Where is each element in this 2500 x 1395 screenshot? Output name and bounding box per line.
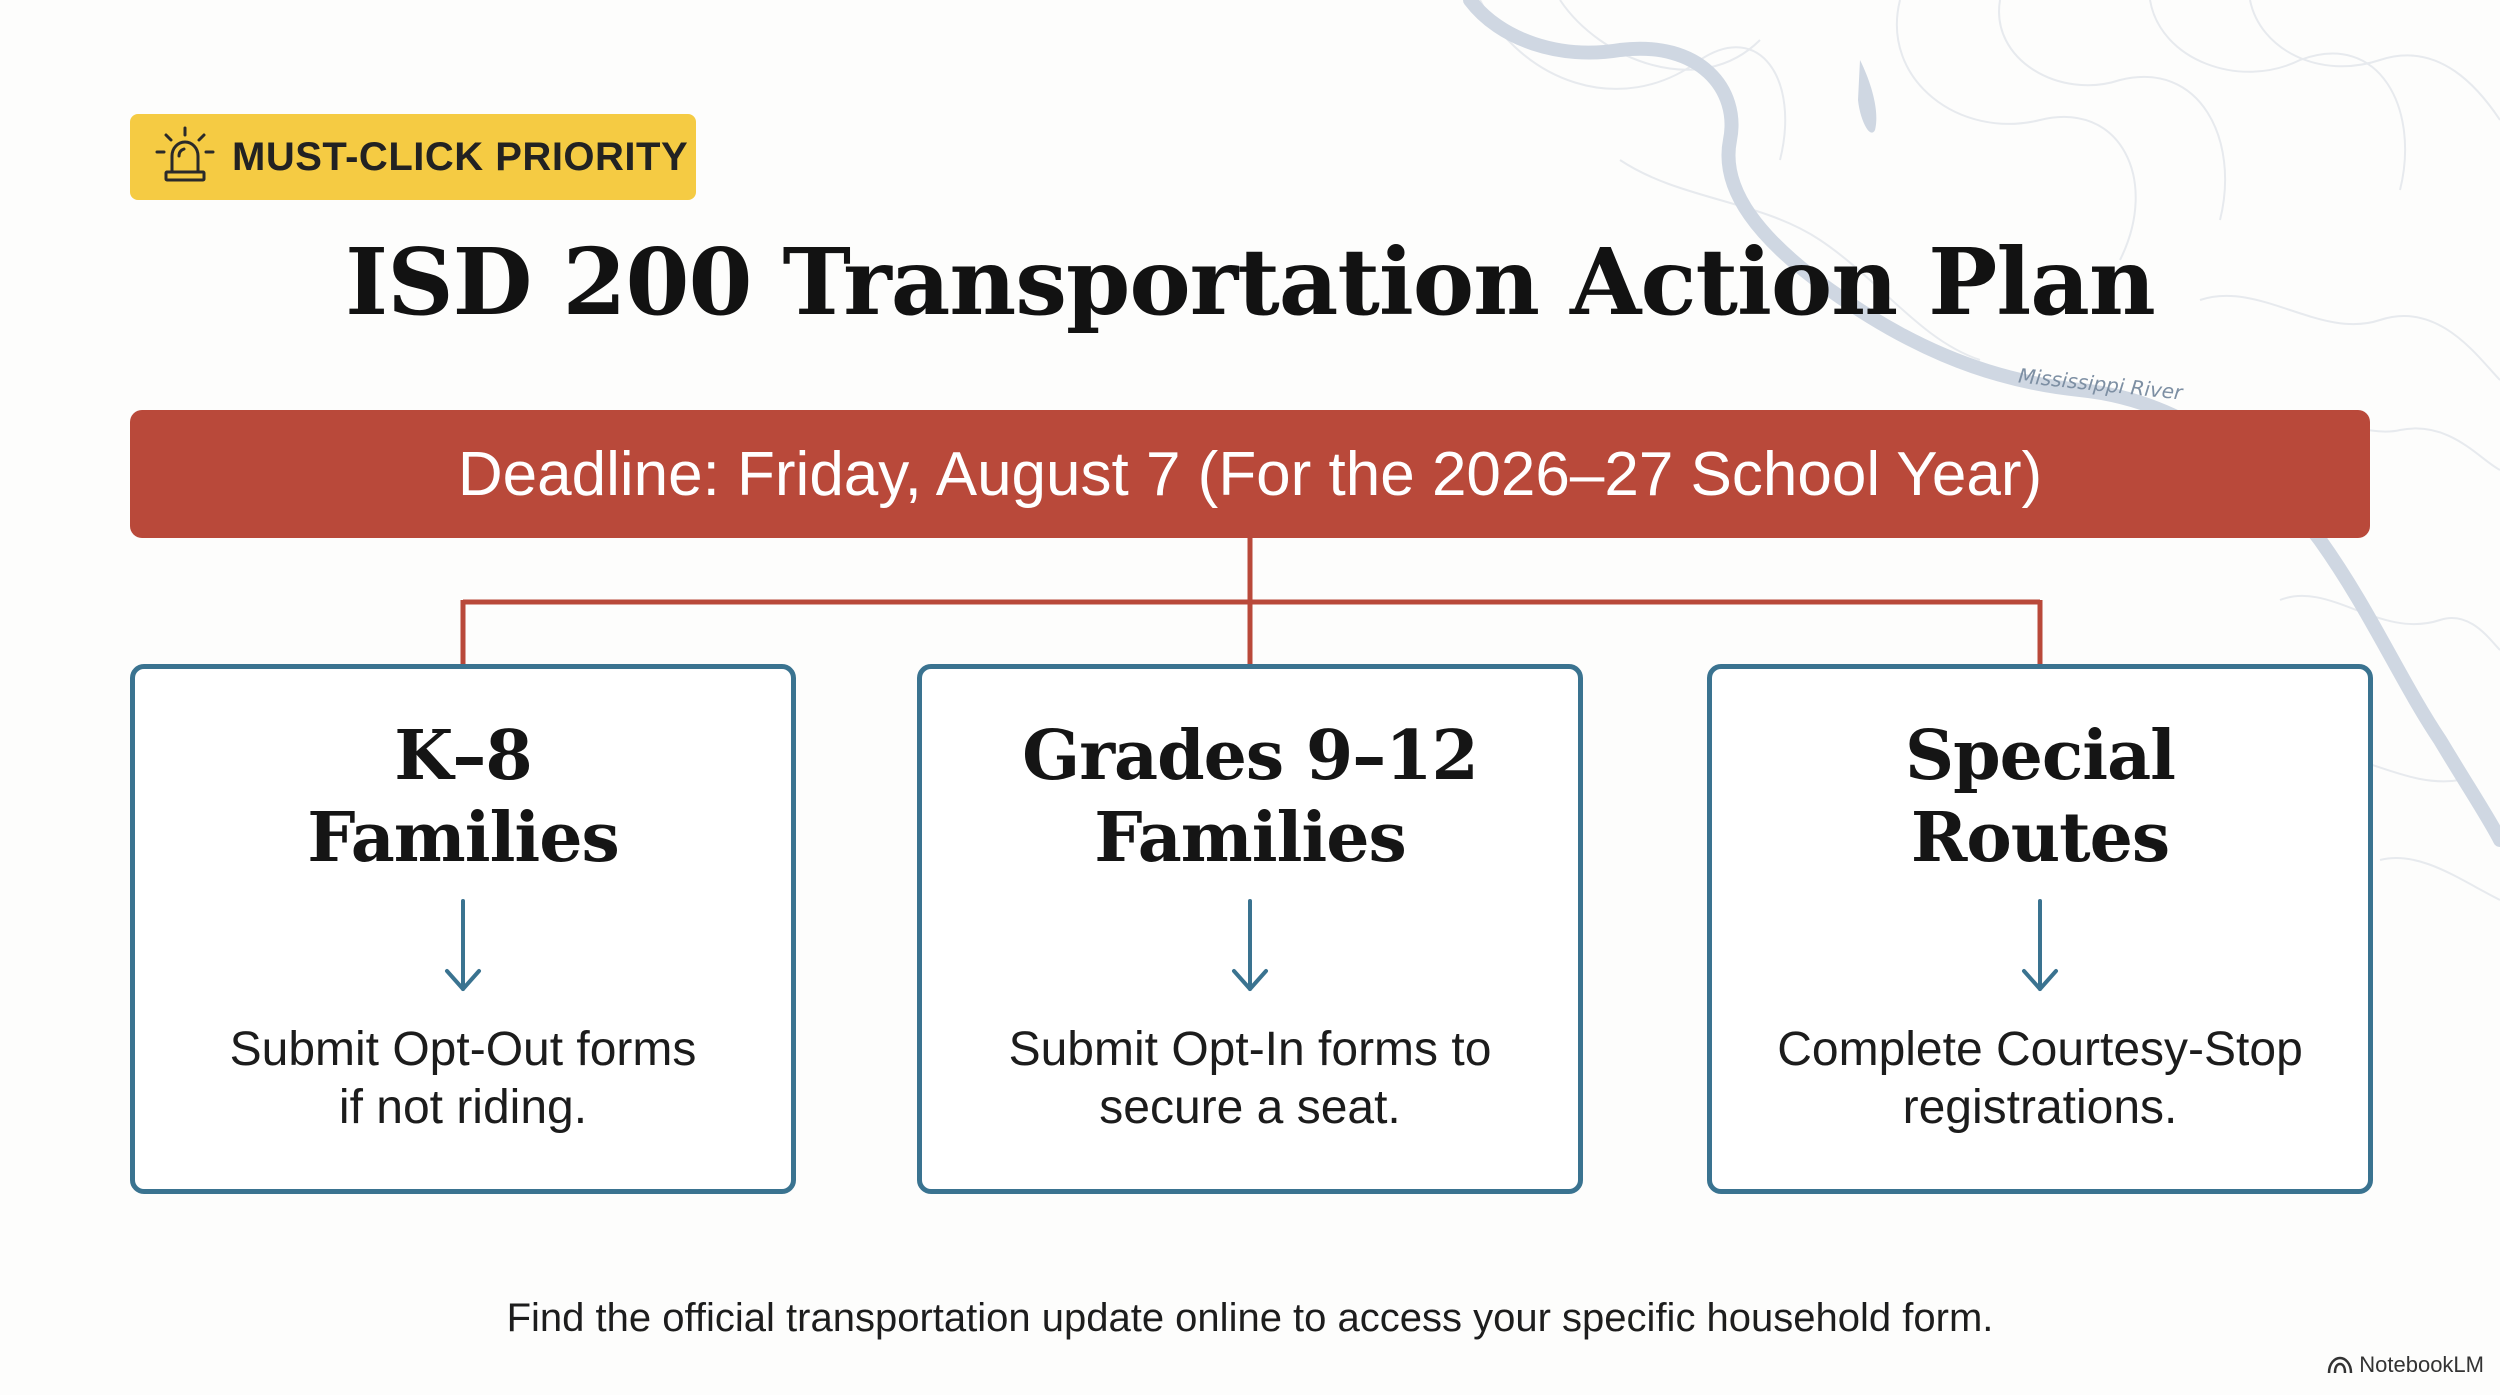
priority-badge <box>130 114 696 200</box>
priority-badge-label: MUST-CLICK PRIORITY <box>232 134 689 179</box>
arrow-down-icon <box>443 897 483 997</box>
card-action: Submit Opt-Out forms if not riding. <box>229 1023 697 1134</box>
brand-label: NotebookLM <box>2359 1352 2484 1377</box>
card-grades-9-12-families <box>917 664 1583 1194</box>
page-title: ISD 200 Transportation Action Plan <box>345 228 2155 336</box>
card-action: Submit Opt-In forms to secure a seat. <box>1008 1023 1492 1134</box>
card-special-routes <box>1707 664 2373 1194</box>
card-action: Complete Courtesy-Stop registrations. <box>1777 1023 2303 1134</box>
river-label: Mississippi River <box>2017 363 2184 405</box>
footer-note: Find the official transportation update online to access your specific household form. <box>506 1296 1994 1340</box>
card-title: K–8 Families <box>307 716 619 878</box>
deadline-banner <box>130 410 2370 538</box>
arrow-down-icon <box>1230 897 1270 997</box>
brand-mark <box>2327 1352 2484 1378</box>
alarm-light-icon <box>154 126 216 188</box>
card-title: Special Routes <box>1904 716 2176 878</box>
card-title: Grades 9–12 Families <box>1022 716 1478 878</box>
card-k8-families <box>130 664 796 1194</box>
notebooklm-logo-icon <box>2327 1355 2353 1375</box>
arrow-down-icon <box>2020 897 2060 997</box>
deadline-text: Deadline: Friday, August 7 (For the 2026–27 School Year) <box>457 439 2043 509</box>
